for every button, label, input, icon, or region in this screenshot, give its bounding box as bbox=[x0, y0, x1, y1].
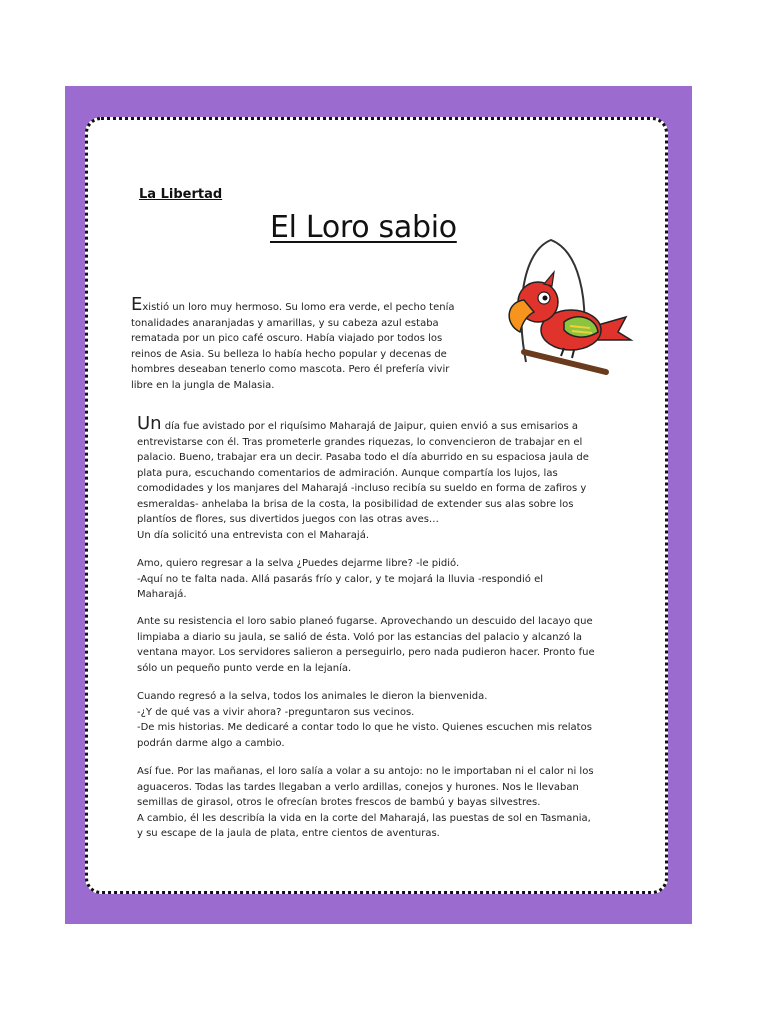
text-line: Un día solicitó una entrevista con el Maharajá. bbox=[137, 529, 370, 541]
text-line: Un día fue avistado por el riquísimo Maharajá de Jaipur, quien envió a sus emisarios a bbox=[137, 413, 578, 434]
text-line: esmeraldas- anhelaba la brisa de la costa, la posibilidad de extender sus alas sobre los bbox=[137, 498, 574, 510]
paragraph-2 bbox=[137, 413, 616, 543]
text-line: -¿Y de qué vas a vivir ahora? -preguntaron sus vecinos. bbox=[137, 706, 415, 718]
text-line: limpiaba a diario su jaula, se salió de ésta. Voló por las estancias del palacio y alcanzó la bbox=[137, 631, 583, 643]
text-line: rematada por un pico café oscuro. Había viajado por todos los bbox=[131, 333, 443, 344]
text-line: entrevistarse con él. Tras prometerle grandes riquezas, lo convencieron de trabajar en el bbox=[137, 436, 583, 448]
text-line: plantíos de flores, sus divertidos juegos con las otras aves… bbox=[137, 514, 439, 525]
text-line: Así fue. Por las mañanas, el loro salía a volar a su antojo: no le importaban ni el calor ni los bbox=[137, 766, 594, 777]
text-line: plata pura, escuchando comentarios de admiración. Aunque compartía los lujos, las bbox=[137, 467, 558, 479]
text-line: ventana mayor. Los servidores salieron a perseguirlo, pero nada pudieron hacer. Pronto fue bbox=[137, 647, 595, 658]
subtitle: La Libertad bbox=[139, 187, 223, 202]
text-line: aguaceros. Todas las tardes llegaban a verlo ardillas, conejos y hurones. Nos le llevaban bbox=[137, 781, 579, 793]
text-line: -De mis historias. Me dedicaré a contar todo lo que he visto. Quienes escuchen mis relatos bbox=[137, 722, 592, 733]
text-line: Cuando regresó a la selva, todos los animales le dieron la bienvenida. bbox=[137, 691, 488, 702]
text-line: Maharajá. bbox=[137, 589, 187, 600]
page-title: El Loro sabio bbox=[270, 210, 457, 245]
text-line: -Aquí no te falta nada. Allá pasarás frío y calor, y te mojará la lluvia -respondió el bbox=[137, 573, 544, 585]
text-line: sólo un pequeño punto verde en la lejanía. bbox=[137, 662, 352, 674]
text-line: palacio. Bueno, trabajar era un decir. Pasaba todo el día aburrido en su espaciosa jaula de bbox=[137, 452, 589, 463]
parrot-on-swing-illustration bbox=[486, 232, 636, 382]
text-line: Existió un loro muy hermoso. Su lomo era verde, el pecho tenía bbox=[131, 294, 455, 315]
paragraph-4 bbox=[137, 614, 616, 676]
drop-cap: Un bbox=[137, 413, 162, 434]
text-line: Amo, quiero regresar a la selva ¿Puedes dejarme libre? -le pidió. bbox=[137, 558, 460, 569]
text-line: A cambio, él les describía la vida en la corte del Maharajá, las puestas de sol en Tasmania, bbox=[137, 812, 591, 824]
text-line: Ante su resistencia el loro sabio planeó fugarse. Aprovechando un descuido del lacayo que bbox=[137, 616, 593, 627]
text-line: tonalidades anaranjadas y amarillas, y su cabeza azul estaba bbox=[131, 317, 439, 329]
paragraph-3 bbox=[137, 556, 616, 603]
drop-cap: E bbox=[131, 294, 143, 315]
paragraph-1 bbox=[131, 294, 485, 393]
paragraph-5 bbox=[137, 689, 616, 751]
text-line: libre en la jungla de Malasia. bbox=[131, 379, 275, 391]
text-line: comodidades y los manjares del Maharajá -incluso recibía su sueldo en forma de zafiros y bbox=[137, 483, 587, 494]
text-line: reinos de Asia. Su belleza lo había hecho popular y decenas de bbox=[131, 348, 447, 360]
text-line: semillas de girasol, otros le ofrecían brotes frescos de bambú y bayas silvestres. bbox=[137, 797, 541, 808]
text-line: podrán darme algo a cambio. bbox=[137, 737, 285, 749]
paragraph-6 bbox=[137, 764, 616, 842]
text-line: y su escape de la jaula de plata, entre cientos de aventuras. bbox=[137, 828, 440, 839]
text-line: hombres deseaban tenerlo como mascota. Pero él prefería vivir bbox=[131, 364, 450, 375]
